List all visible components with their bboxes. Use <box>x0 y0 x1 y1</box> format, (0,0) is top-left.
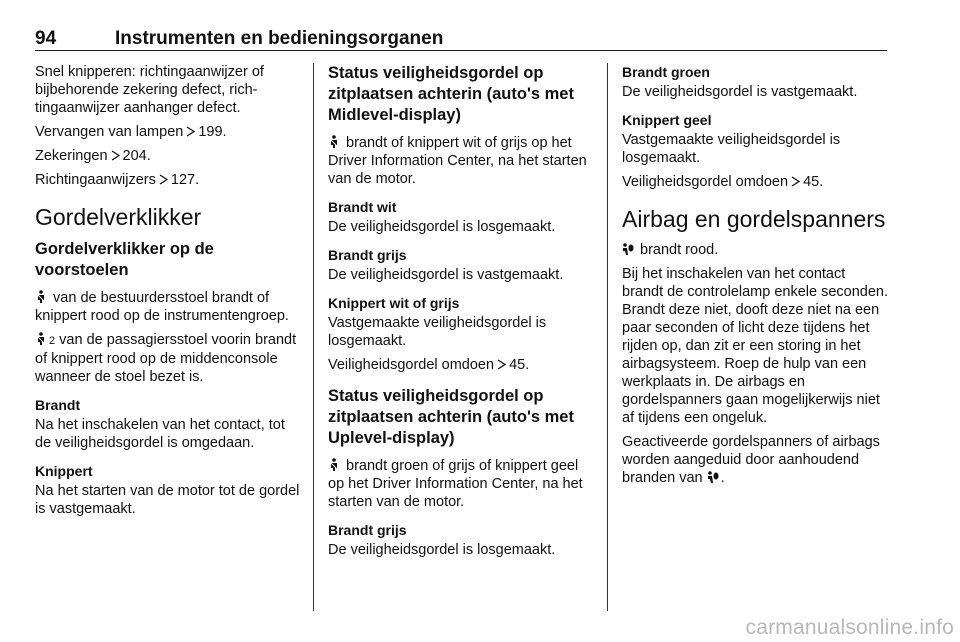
label-heading: Knippert <box>35 463 93 479</box>
paragraph: 2 van de passagiersstoel voorin brandt of knippert rood op de middenconsole wanneer de stoel bezet is. <box>35 332 297 385</box>
label-heading: Brandt grijs <box>328 247 407 263</box>
column-1 <box>35 63 300 524</box>
seatbelt-icon <box>35 332 47 346</box>
page-link[interactable]: 45. <box>803 174 824 190</box>
subsection-heading: Status veiligheidsgordel op zitplaatsen achterin (auto's met Midlevel-display) <box>328 64 574 124</box>
label-heading: Knippert geel <box>622 112 712 128</box>
page-number: 94 <box>35 28 57 49</box>
section-heading: Airbag en gordelspanners <box>622 206 886 232</box>
paragraph: Richtingaanwijzers 127. <box>35 172 200 188</box>
paragraph: Veiligheidsgordel omdoen 45. <box>622 174 824 190</box>
paragraph: Vastgemaakte veiligheidsgordel is losgemaakt. <box>622 132 841 166</box>
paragraph: brandt groen of grijs of knippert geel op het Driver Information Center, na het starten van de motor. <box>328 458 583 510</box>
page-reference-icon <box>159 174 168 185</box>
label-heading: Brandt wit <box>328 199 397 215</box>
airbag-icon <box>622 242 634 256</box>
paragraph: Vastgemaakte veiligheidsgordel is losgemaakt. <box>328 315 547 349</box>
paragraph: Veiligheidsgordel omdoen 45. <box>328 357 530 373</box>
paragraph: Snel knipperen: richtingaanwijzer of bijbehorende zekering defect, richtingaanwijzer aanhanger defect. <box>35 64 264 116</box>
column-3 <box>622 63 890 493</box>
paragraph: Vervangen van lampen 199. <box>35 124 227 140</box>
paragraph: brandt rood. <box>622 241 890 259</box>
paragraph: De veiligheidsgordel is losgemaakt. <box>328 542 556 558</box>
section-heading: Gordelverklikker <box>35 204 202 230</box>
page-link[interactable]: 199. <box>198 124 227 140</box>
page-reference-icon <box>111 150 120 161</box>
label-heading: Brandt groen <box>622 64 710 80</box>
paragraph: Zekeringen 204. <box>35 148 151 164</box>
airbag-icon <box>707 470 719 484</box>
page-reference-icon <box>497 359 506 370</box>
label-heading: Brandt <box>35 397 81 413</box>
subsection-heading: Gordelverklikker op de voorstoelen <box>35 240 214 279</box>
seatbelt-icon <box>328 458 340 472</box>
seatbelt-icon <box>35 290 47 304</box>
paragraph: Geactiveerde gordelspanners of airbags worden aangeduid door aanhoudend branden van . <box>622 434 880 486</box>
paragraph: De veiligheidsgordel is vastgemaakt. <box>622 84 858 100</box>
paragraph: De veiligheidsgordel is losgemaakt. <box>328 219 556 235</box>
column-divider <box>313 63 314 611</box>
label-heading: Brandt grijs <box>328 522 407 538</box>
page-link[interactable]: 45. <box>509 357 530 373</box>
paragraph: De veiligheidsgordel is vastgemaakt. <box>328 267 564 283</box>
page-title: Instrumenten en bedieningsorganen <box>115 28 444 49</box>
paragraph: Na het inschakelen van het contact, tot de veiligheidsgordel is omgedaan. <box>35 417 285 451</box>
column-divider <box>607 63 608 611</box>
paragraph: brandt of knippert wit of grijs op het Driver Information Center, na het starten van de motor. <box>328 135 587 187</box>
seatbelt-icon <box>328 135 340 149</box>
page-reference-icon <box>791 176 800 187</box>
header-rule <box>35 50 887 51</box>
page-reference-icon <box>186 126 195 137</box>
watermark: carmanualsonline.info <box>745 616 954 639</box>
paragraph: Na het starten van de motor tot de gordel is vastgemaakt. <box>35 483 300 517</box>
label-heading: Knippert wit of grijs <box>328 295 460 311</box>
page-link[interactable]: 204. <box>122 148 151 164</box>
paragraph: van de bestuurdersstoel brandt of knippert rood op de instrumentengroep. <box>35 290 289 324</box>
column-2 <box>328 63 596 565</box>
paragraph: Bij het inschakelen van het contact brandt de controlelamp enkele seconden. Brandt deze niet, dooft deze niet na een paar seconden of licht deze tijdens het rijden op, dan zit er een storing in het airbagsysteem. Roep de hulp van een werkplaats in. De airbags en gordelspanners gaan mogelijkerwijs niet af tijdens een ongeluk. <box>622 266 889 426</box>
subsection-heading: Status veiligheidsgordel op zitplaatsen achterin (auto's met Uplevel-display) <box>328 387 574 447</box>
page-link[interactable]: 127. <box>170 172 200 188</box>
